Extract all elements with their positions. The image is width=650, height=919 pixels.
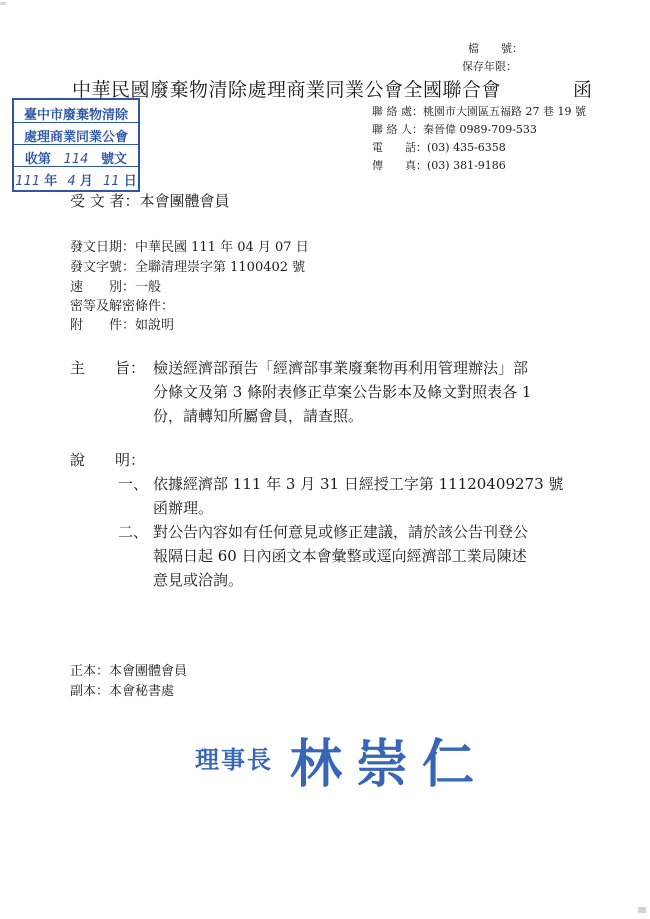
organization-title: 中華民國廢棄物清除處理商業同業公會全國聯合會 (72, 79, 502, 101)
subject-label: 主 旨： (70, 359, 146, 377)
stamp-number: 114 (63, 152, 89, 167)
contact-fax: 傳 真：(03) 381-9186 (372, 159, 506, 172)
subject-line-3: 份，請轉知所屬會員，請查照。 (153, 407, 364, 425)
contact-phone: 電 話：(03) 435-6358 (372, 141, 506, 154)
document-type: 函 (573, 79, 593, 101)
received-stamp (12, 98, 140, 192)
retention-label: 保存年限： (462, 60, 517, 73)
scan-mark-top (0, 2, 6, 5)
recipient: 受 文 者：本會團體會員 (70, 192, 230, 210)
stamp-month-unit: 月 (79, 174, 93, 189)
explanation-item-2-line-3: 意見或洽詢。 (153, 571, 244, 589)
scan-mark-bottom (638, 907, 646, 913)
distribution-copy: 副本：本會秘書處 (70, 684, 175, 699)
explanation-item-2-line-2: 報隔日起 60 日內函文本會彙整或逕向經濟部工業局陳述 (153, 547, 527, 565)
stamp-suffix: 號文 (100, 152, 127, 167)
explanation-item-1-line-1: 依據經濟部 111 年 3 月 31 日經授工字第 11120409273 號 (153, 475, 564, 493)
signature-name: 林崇仁 (290, 734, 489, 795)
stamp-line-3 (14, 148, 138, 167)
contact-address: 聯 絡 處：桃園市大園區五福路 27 巷 19 號 (372, 105, 586, 118)
stamp-year-unit: 年 (44, 174, 58, 189)
stamp-date (14, 170, 138, 189)
stamp-day-unit: 日 (123, 174, 137, 189)
stamp-line-1: 臺中市廢棄物清除 (23, 108, 128, 123)
explanation-item-2-number: 二、 (118, 523, 149, 541)
explanation-item-1-number: 一、 (118, 475, 149, 493)
stamp-day: 11 (103, 174, 120, 189)
document-number: 發文字號：全聯清理崇字第 1100402 號 (70, 260, 306, 275)
stamp-year: 111 (15, 174, 41, 189)
stamp-month: 4 (67, 174, 76, 189)
classification: 密等及解密條件： (70, 299, 175, 314)
delivery-speed: 速 別：一般 (70, 280, 162, 295)
issue-date: 發文日期：中華民國 111 年 04 月 07 日 (70, 240, 309, 255)
stamp-line-2: 處理商業同業公會 (23, 130, 128, 145)
stamp-prefix: 收第 (25, 152, 52, 167)
attachment: 附 件：如說明 (70, 318, 175, 333)
contact-person: 聯 絡 人：秦晉偉 0989-709-533 (372, 123, 537, 136)
explanation-item-2-line-1: 對公告內容如有任何意見或修正建議，請於該公告刊登公 (153, 523, 529, 541)
signature-title: 理事長 (195, 745, 273, 774)
subject-line-1: 檢送經濟部預告「經濟部事業廢棄物再利用管理辦法」部 (153, 359, 529, 377)
explanation-label: 說 明： (70, 451, 146, 469)
distribution-original: 正本：本會團體會員 (70, 664, 188, 679)
explanation-item-1-line-2: 函辦理。 (153, 499, 214, 517)
file-number-label: 檔 號： (468, 42, 523, 55)
subject-line-2: 分條文及第 3 條附表修正草案公告影本及條文對照表各 1 (153, 383, 532, 401)
